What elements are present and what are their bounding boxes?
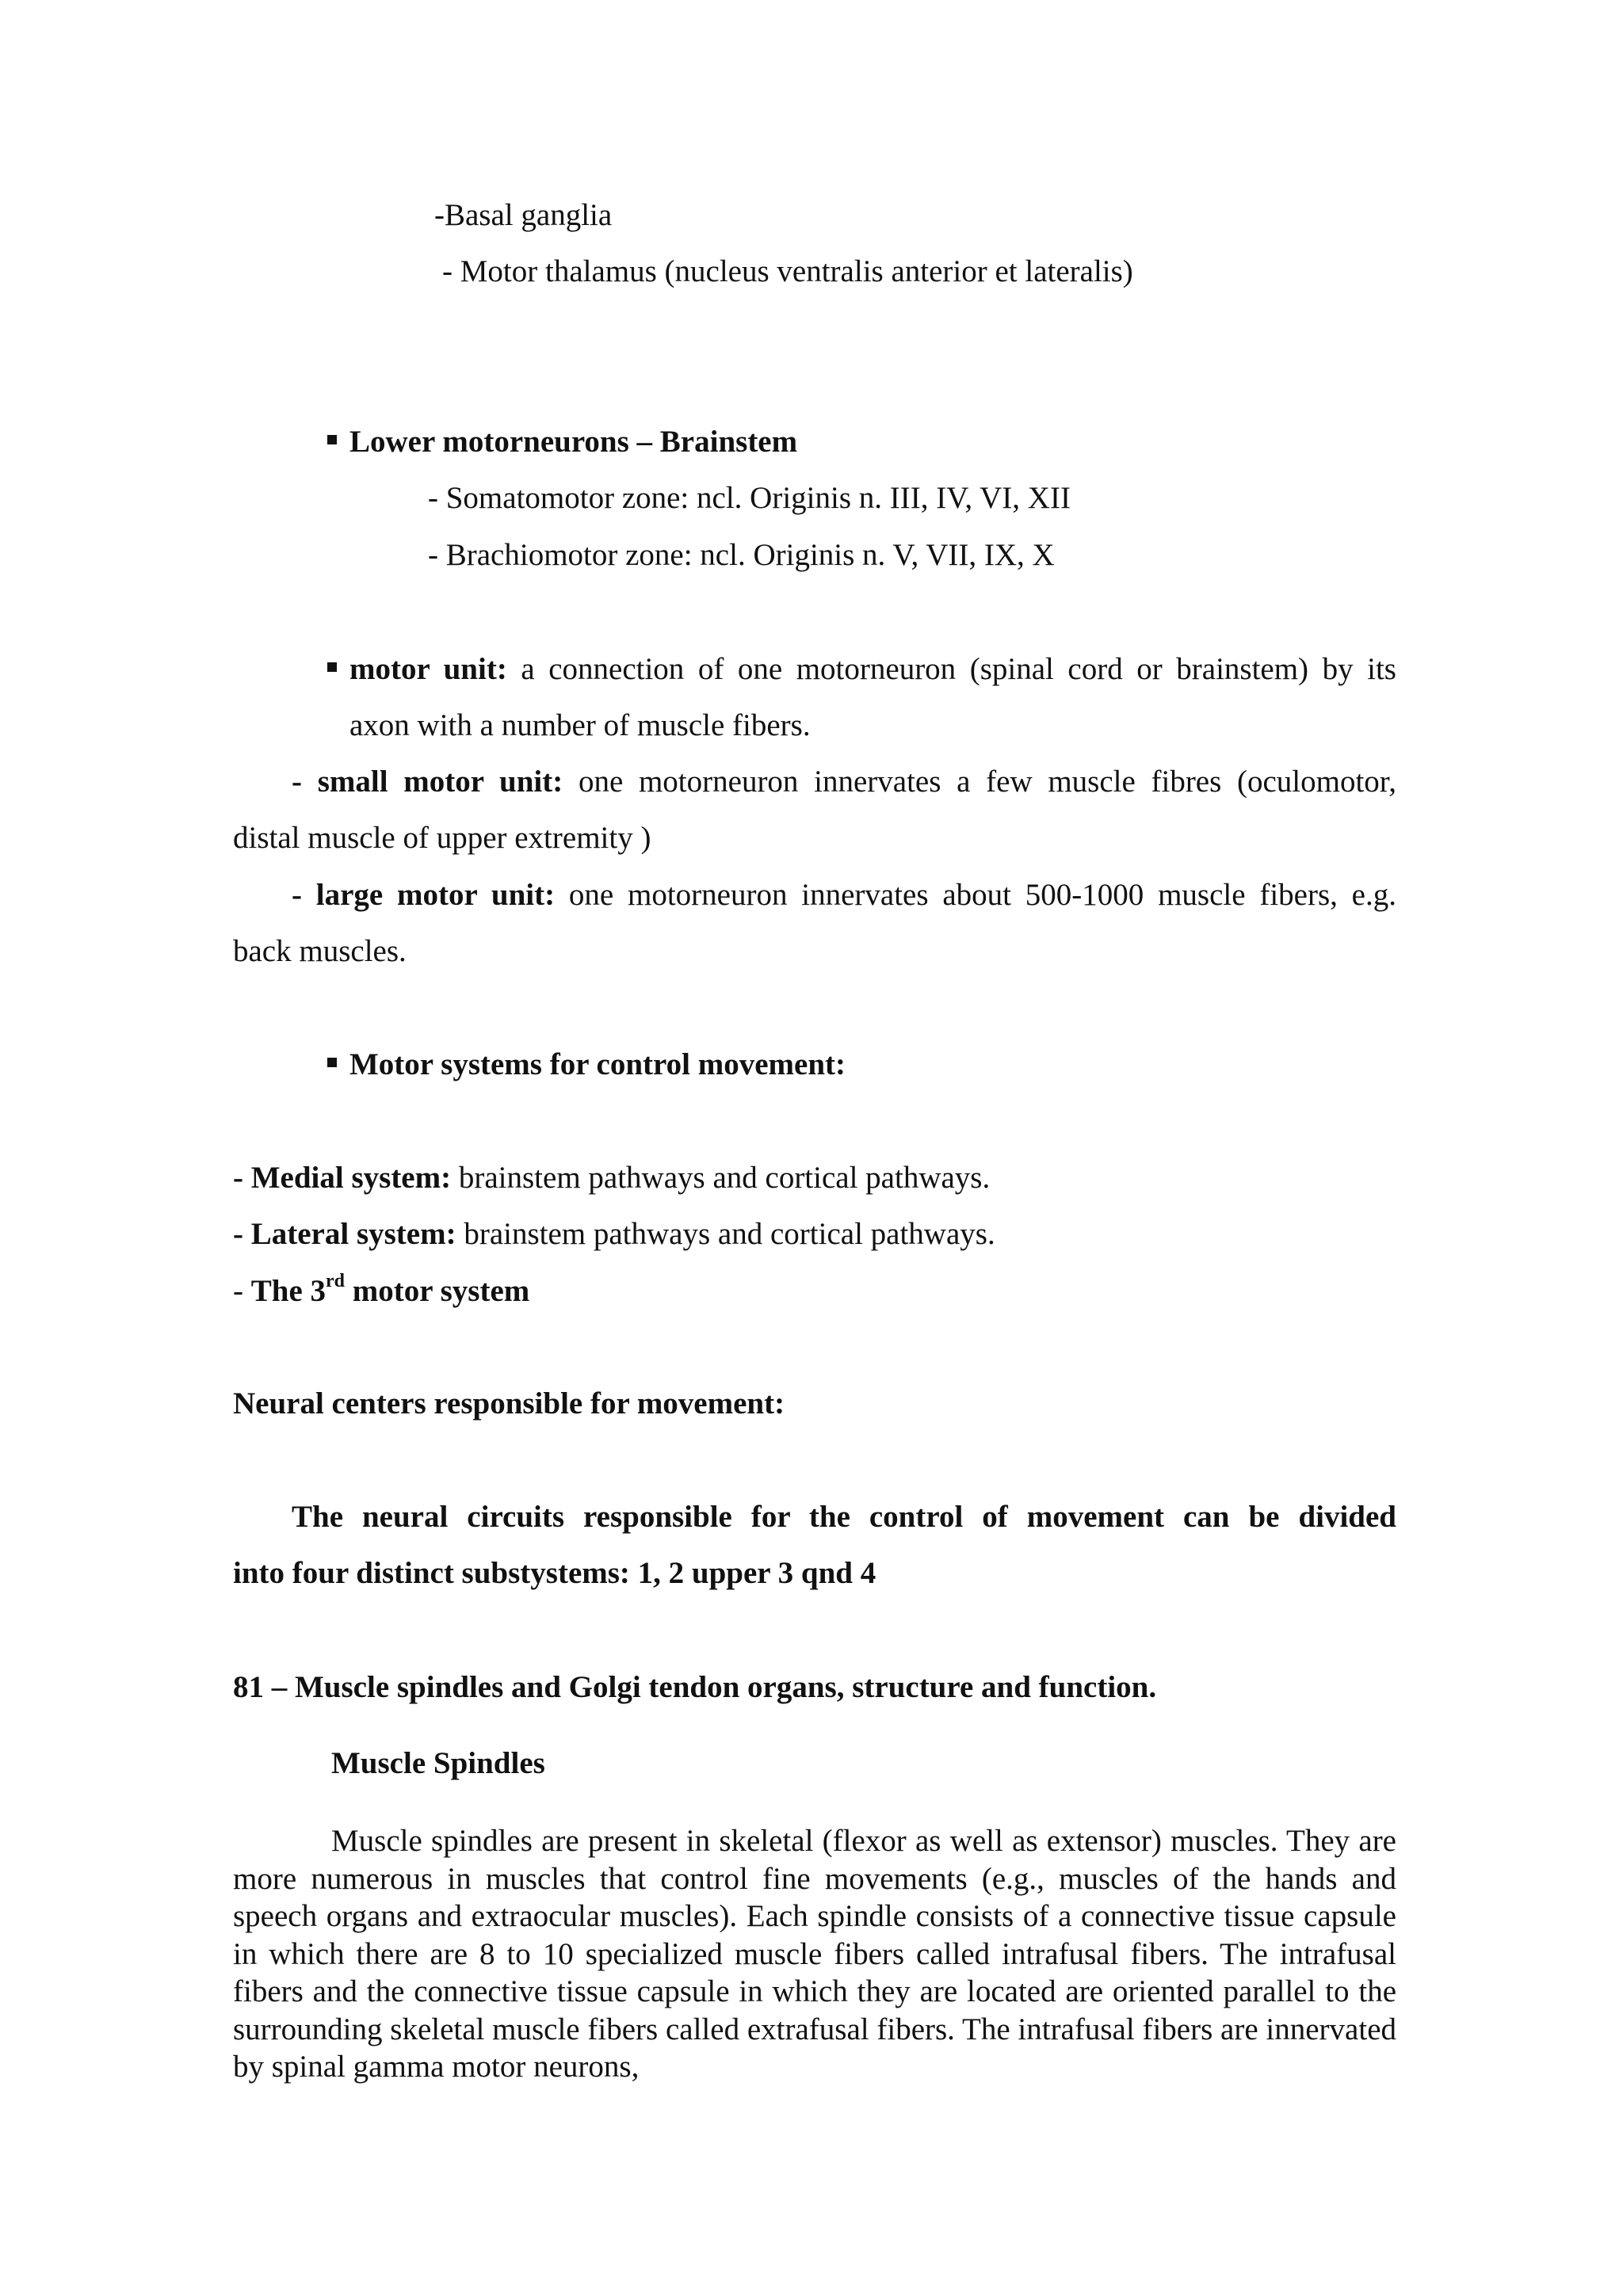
section-81-heading: 81 – Muscle spindles and Golgi tendon organs, structure and function. bbox=[233, 1670, 1157, 1704]
motor-unit-line: motor unit: a connection of one motorneuron (spinal cord or brainstem) by its bbox=[327, 650, 1396, 688]
neural-centers-heading: Neural centers responsible for movement: bbox=[233, 1386, 785, 1421]
bullet-icon bbox=[327, 435, 337, 444]
large-motor-unit-continuation: back muscles. bbox=[233, 934, 407, 968]
medial-system-line: - Medial system: brainstem pathways and cortical pathways. bbox=[233, 1161, 991, 1195]
neural-circuits-continuation: into four distinct substystems: 1, 2 upper 3 qnd 4 bbox=[233, 1556, 876, 1590]
third-motor-system-line: - The 3rd motor system bbox=[233, 1271, 530, 1308]
bullet-icon bbox=[327, 662, 337, 672]
small-motor-unit-line: - small motor unit: one motorneuron innervates a few muscle fibres (oculomotor, bbox=[292, 765, 1396, 799]
muscle-spindles-paragraph: Muscle spindles are present in skeletal (flexor as well as extensor) muscles. They are more numerous in muscles that control fine movements (e.g., muscles of the hands and speech organs and extraocular muscles). Each spindle consists of a connective tissue capsule in which there are 8 to 10 specialized muscle fibers called intrafusal fibers. The intrafusal fibers and the connective tissue capsule in which they are located are oriented parallel to the surrounding skeletal muscle fibers called extrafusal fibers. The intrafusal fibers are innervated by spinal gamma motor neurons, bbox=[233, 1824, 1396, 2084]
neural-circuits-line: The neural circuits responsible for the control of movement can be divided bbox=[292, 1500, 1396, 1534]
basal-ganglia-line: -Basal ganglia bbox=[434, 198, 613, 232]
bullet-icon bbox=[327, 1058, 337, 1067]
muscle-spindles-heading: Muscle Spindles bbox=[331, 1746, 545, 1780]
motor-unit-continuation: axon with a number of muscle fibers. bbox=[349, 708, 811, 742]
small-motor-unit-continuation: distal muscle of upper extremity ) bbox=[233, 821, 651, 855]
somatomotor-line: - Somatomotor zone: ncl. Originis n. III, IV, VI, XII bbox=[428, 481, 1071, 515]
lateral-system-line: - Lateral system: brainstem pathways and cortical pathways. bbox=[233, 1217, 995, 1251]
motor-systems-heading: Motor systems for control movement: bbox=[327, 1046, 846, 1084]
brachiomotor-line: - Brachiomotor zone: ncl. Originis n. V, VII, IX, X bbox=[428, 538, 1055, 572]
large-motor-unit-line: - large motor unit: one motorneuron innervates about 500-1000 muscle fibers, e.g. bbox=[292, 878, 1396, 912]
motor-thalamus-line: - Motor thalamus (nucleus ventralis anterior et lateralis) bbox=[442, 254, 1133, 288]
lower-motorneurons-heading: Lower motorneurons – Brainstem bbox=[327, 423, 797, 461]
